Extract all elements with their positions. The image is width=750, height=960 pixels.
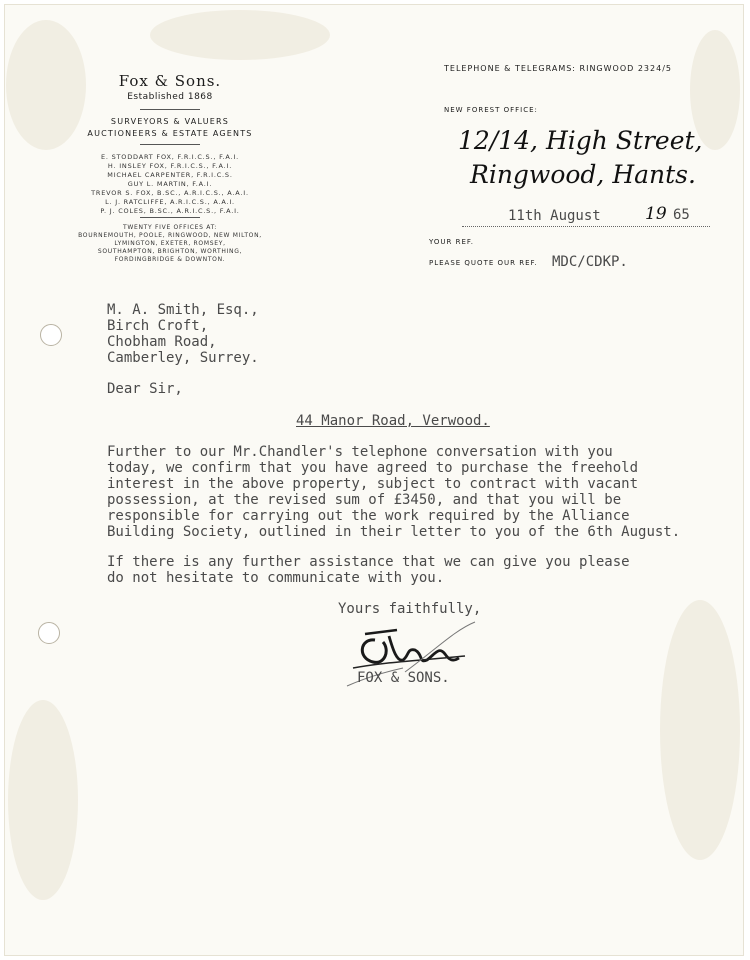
- telephone-line: TELEPHONE & TELEGRAMS: RINGWOOD 2324/5: [444, 64, 672, 73]
- subject-line: 44 Manor Road, Verwood.: [296, 413, 490, 429]
- office-towns: BOURNEMOUTH, POOLE, RINGWOOD, NEW MILTON,: [78, 232, 262, 239]
- punch-hole: [38, 622, 60, 644]
- salutation: Dear Sir,: [107, 381, 183, 397]
- date-year-suffix: 65: [673, 207, 690, 223]
- body-line: do not hesitate to communicate with you.: [107, 570, 445, 586]
- profession-line: SURVEYORS & VALUERS: [110, 117, 230, 126]
- office-towns: LYMINGTON, EXETER, ROMSEY,: [114, 240, 226, 247]
- paper-stain: [660, 600, 740, 860]
- divider: [140, 109, 200, 110]
- office-towns: SOUTHAMPTON, BRIGHTON, WORTHING,: [97, 248, 243, 255]
- recipient-line: Camberley, Surrey.: [107, 350, 259, 366]
- body-line: interest in the above property, subject to contract with vacant: [107, 476, 639, 492]
- recipient-line: Chobham Road,: [107, 334, 217, 350]
- partner-name: E. STODDART FOX, F.R.I.C.S., F.A.I.: [100, 153, 240, 161]
- paper-stain: [150, 10, 330, 60]
- partner-name: TREVOR S. FOX, B.SC., A.R.I.C.S., A.A.I.: [91, 189, 249, 197]
- recipient-line: Birch Croft,: [107, 318, 209, 334]
- partner-name: GUY L. MARTIN, F.A.I.: [127, 180, 213, 188]
- established: Established 1868: [127, 92, 213, 102]
- body-line: responsible for carrying out the work required by the Alliance: [107, 508, 630, 524]
- paper-stain: [8, 700, 78, 900]
- address-line: 12/14, High Street,: [458, 126, 703, 155]
- body-line: Building Society, outlined in their letter to you of the 6th August.: [107, 524, 681, 540]
- body-line: possession, at the revised sum of £3450, and that you will be: [107, 492, 622, 508]
- date-year-prefix: 19: [645, 204, 667, 224]
- date-line: [462, 226, 710, 227]
- partner-name: P. J. COLES, B.SC., A.R.I.C.S., F.A.I.: [100, 207, 240, 215]
- signatory: FOX & SONS.: [357, 670, 450, 686]
- partner-name: H. INSLEY FOX, F.R.I.C.S., F.A.I.: [107, 162, 233, 170]
- punch-hole: [40, 324, 62, 346]
- office-towns: FORDINGBRIDGE & DOWNTON.: [114, 256, 226, 263]
- profession-line: AUCTIONEERS & ESTATE AGENTS: [87, 129, 253, 138]
- offices-heading: TWENTY FIVE OFFICES AT:: [123, 224, 217, 231]
- office-label: NEW FOREST OFFICE:: [444, 106, 538, 114]
- body-line: today, we confirm that you have agreed to purchase the freehold: [107, 460, 639, 476]
- firm-name: Fox & Sons.: [118, 72, 222, 90]
- recipient-line: M. A. Smith, Esq.,: [107, 302, 259, 318]
- closing: Yours faithfully,: [338, 601, 482, 617]
- our-ref-label: PLEASE QUOTE OUR REF.: [429, 259, 538, 267]
- divider: [140, 144, 200, 145]
- body-line: If there is any further assistance that we can give you please: [107, 554, 630, 570]
- divider: [140, 217, 200, 218]
- partner-name: L. J. RATCLIFFE, A.R.I.C.S., A.A.I.: [105, 198, 235, 206]
- your-ref-label: YOUR REF.: [429, 238, 475, 246]
- letter-date: 11th August: [508, 208, 601, 224]
- body-line: Further to our Mr.Chandler's telephone conversation with you: [107, 444, 613, 460]
- partner-name: MICHAEL CARPENTER, F.R.I.C.S.: [107, 171, 233, 179]
- our-ref-value: MDC/CDKP.: [552, 254, 628, 270]
- address-line: Ringwood, Hants.: [470, 160, 696, 189]
